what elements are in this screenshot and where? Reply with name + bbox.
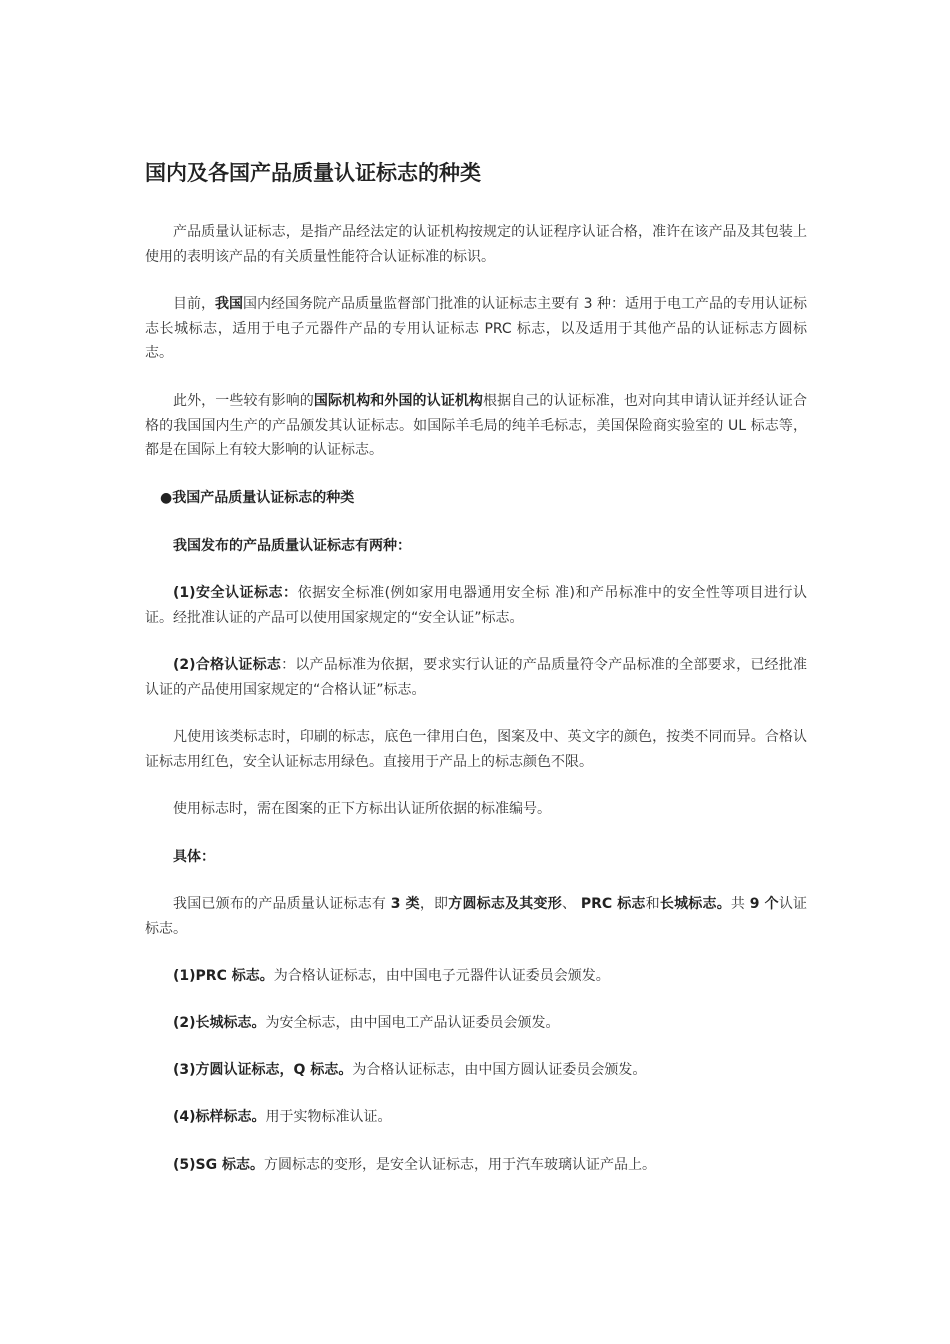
item-label: (1)安全认证标志： — [173, 585, 298, 601]
emphasis-text: PRC 标志 — [580, 896, 646, 912]
emphasis-text: 国际机构和外国的认证机构 — [313, 393, 484, 409]
paragraph-text: 共 — [730, 896, 750, 912]
mark-text: 用于实物标准认证。 — [265, 1109, 392, 1125]
paragraph-summary — [145, 892, 807, 941]
paragraph-text: 此外，一些较有影响的 — [173, 393, 314, 409]
mark-text: 为合格认证标志，由中国电子元器件认证委员会颁发。 — [273, 968, 610, 984]
paragraph-text: 我国已颁布的产品质量认证标志有 — [173, 896, 391, 912]
mark-text: 为合格认证标志，由中国方圆认证委员会颁发。 — [352, 1062, 647, 1078]
mark-item-great-wall — [173, 1011, 807, 1036]
paragraph-text: 、 — [561, 896, 581, 912]
paragraph-mark-usage: 使用标志时，需在图案的正下方标出认证所依据的标准编号。 — [173, 801, 551, 817]
paragraph-text: 国内经国务院产品质量监督部门批准的认证标志主要有 3 种：适用于电工产品的专用认证标志长城标志，适用于电子元器件产品的专用认证标志 PRC 标志，以及适用于其他产品的认证标志方圆标志。 — [145, 296, 808, 361]
mark-label: (5)SG 标志。 — [173, 1157, 264, 1173]
mark-item-sample — [173, 1105, 807, 1130]
item-text: ：以产品标准为依据，要求实行认证的产品质量符令产品标准的全部要求，已经批准认证的产品使用国家规定的“合格认证”标志。 — [145, 657, 807, 698]
document-title: 国内及各国产品质量认证标志的种类 — [145, 161, 481, 185]
mark-label: (1)PRC 标志。 — [173, 968, 274, 984]
mark-text: 方圆标志的变形，是安全认证标志，用于汽车玻璃认证产品上。 — [264, 1157, 656, 1173]
paragraph-text: 目前， — [173, 296, 216, 312]
mark-label: (4)标样标志。 — [173, 1109, 266, 1125]
specific-label: 具体： — [173, 849, 215, 865]
paragraph-text: ，即 — [419, 896, 449, 912]
mark-text: 为安全标志，由中国电工产品认证委员会颁发。 — [265, 1015, 560, 1031]
emphasis-text: 9 个 — [749, 896, 779, 912]
paragraph-international-marks — [145, 389, 807, 463]
item-safety-certification — [145, 581, 807, 630]
mark-item-prc — [173, 964, 807, 989]
item-text: 依据安全标准(例如家用电器通用安全标 准)和产吊标准中的安全性等项目进行认证。经批准认证的产品可以使用国家规定的“安全认证”标志。 — [145, 585, 807, 626]
paragraph-domestic-marks — [145, 292, 807, 366]
mark-item-fangyuan — [173, 1058, 807, 1083]
mark-item-sg — [173, 1153, 807, 1178]
paragraph-text: 和 — [645, 896, 660, 912]
paragraph-text: 认证标志。 — [145, 896, 808, 937]
item-conformity-certification — [145, 653, 807, 702]
emphasis-text: 方圆标志及其变形 — [448, 896, 562, 912]
paragraph-definition: 产品质量认证标志，是指产品经法定的认证机构按规定的认证程序认证合格，准许在该产品及其包装上使用的表明该产品的有关质量性能符合认证标准的标识。 — [145, 224, 807, 265]
item-label: (2)合格认证标志 — [173, 657, 282, 673]
mark-label: (2)长城标志。 — [173, 1015, 266, 1031]
emphasis-text: 我国 — [215, 296, 244, 312]
emphasis-text: 长城标志。 — [659, 896, 731, 912]
mark-label: (3)方圆认证标志，Q 标志。 — [173, 1062, 353, 1078]
intro-heading: 我国发布的产品质量认证标志有两种： — [173, 538, 411, 554]
emphasis-text: 3 类 — [390, 896, 420, 912]
paragraph-mark-colors: 凡使用该类标志时，印刷的标志，底色一律用白色，图案及中、英文字的颜色，按类不同而异。合格认证标志用红色，安全认证标志用绿色。直接用于产品上的标志颜色不限。 — [145, 729, 807, 770]
paragraph-text: 根据自己的认证标准，也对向其申请认证并经认证合格的我国国内生产的产品颁发其认证标志。如国际羊毛局的纯羊毛标志，美国保险商实验室的 UL 标志等，都是在国际上有较大影响的认证标志。 — [145, 393, 808, 458]
section-heading: ●我国产品质量认证标志的种类 — [160, 490, 355, 506]
